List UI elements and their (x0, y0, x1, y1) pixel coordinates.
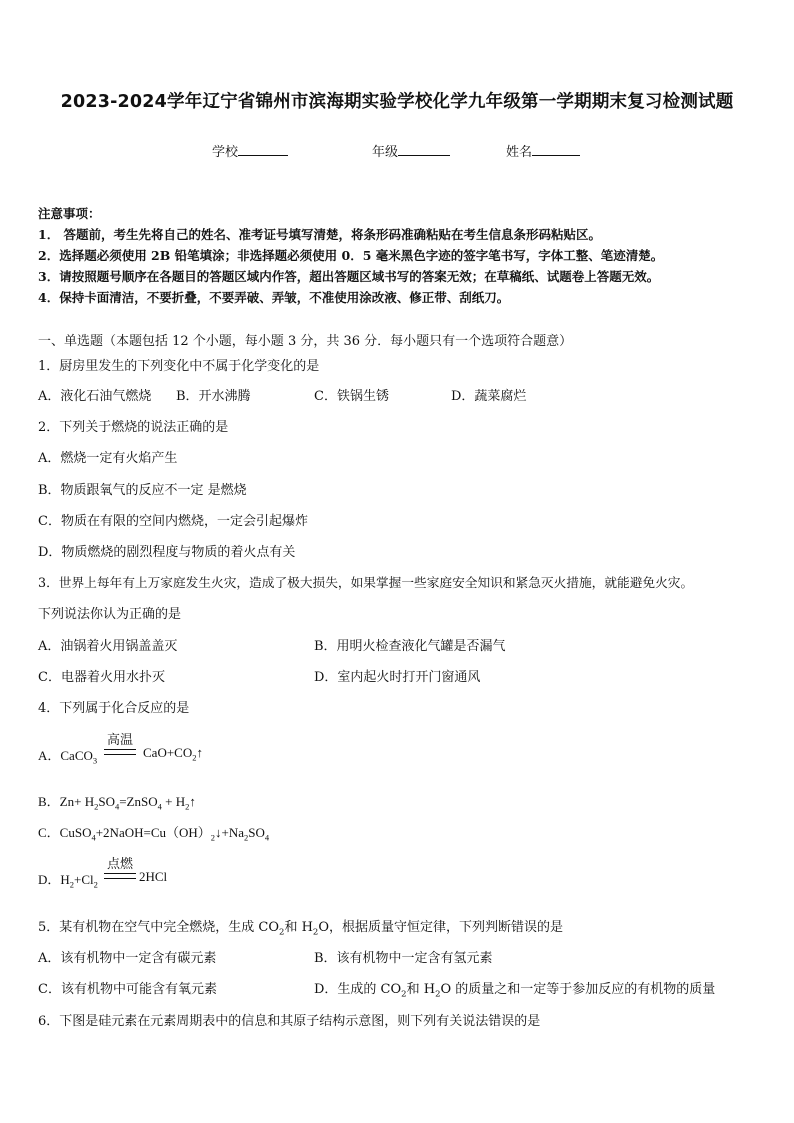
q6-stem: 6．下图是硅元素在元素周期表中的信息和其原子结构示意图，则下列有关说法错误的是 (38, 1014, 541, 1029)
q4-option-a-condition: 高温 (106, 733, 133, 748)
school-field[interactable] (212, 141, 288, 160)
q5-option-a: A．该有机物中一定含有碳元素 (38, 951, 217, 966)
q3-option-d: D．室内起火时打开门窗通风 (314, 670, 481, 685)
q3-stem-line1: 3．世界上每年有上万家庭发生火灾，造成了极大损失，如果掌握一些家庭安全知识和紧急灭火措施，就能避免火灾。 (38, 575, 694, 590)
q1-option-c: C．铁锅生锈 (314, 389, 389, 404)
q3-stem-line2: 下列说法你认为正确的是 (38, 607, 182, 622)
school-label: 学校 (212, 145, 239, 160)
notice-item-1: 1． 答题前，考生先将自己的姓名、准考证号填写清楚，将条形码准确粘贴在考生信息条形码粘贴区。 (38, 227, 602, 242)
notice-heading: 注意事项： (38, 206, 101, 221)
q2-option-a: A．燃烧一定有火焰产生 (38, 451, 178, 466)
q2-option-b: B．物质跟氧气的反应不一定 是燃烧 (38, 483, 247, 498)
q4-option-d-right: 2HCl (139, 869, 168, 884)
name-blank[interactable] (532, 143, 580, 156)
q2-option-c: C．物质在有限的空间内燃烧，一定会引起爆炸 (38, 514, 308, 529)
q2-stem: 2．下列关于燃烧的说法正确的是 (38, 420, 229, 435)
q4-option-d-condition: 点燃 (106, 857, 133, 872)
q3-option-c: C．电器着火用水扑灭 (38, 670, 165, 685)
q5-option-b: B．该有机物中一定含有氢元素 (314, 951, 493, 966)
q4-option-a-left: A．CaCO$_3$ (38, 748, 98, 766)
q1-option-b: B．开水沸腾 (176, 389, 251, 404)
name-field[interactable] (506, 141, 580, 160)
page-title: 2023-2024学年辽宁省锦州市滨海期实验学校化学九年级第一学期期末复习检测试题 (60, 92, 734, 112)
q4-option-c: C．$CuSO_4+2NaOH=Cu(OH)_2↓+Na_2SO_4$ (38, 825, 270, 843)
q2-option-d: D．物质燃烧的剧烈程度与物质的着火点有关 (38, 545, 296, 560)
q1-option-a: A．液化石油气燃烧 (38, 389, 152, 404)
school-blank[interactable] (238, 143, 288, 156)
name-label: 姓名 (506, 145, 533, 160)
q1-stem: 1．厨房里发生的下列变化中不属于化学变化的是 (38, 359, 320, 374)
q5-option-d: D．生成的 $CO_2$和 $H_2O$ 的质量之和一定等于参加反应的有机物的质量 (314, 982, 716, 1000)
notice-item-4: 4．保持卡面清洁，不要折叠，不要弄破、弄皱，不准使用涂改液、修正带、刮纸刀。 (38, 290, 510, 305)
grade-label: 年级 (372, 145, 399, 160)
section-heading: 一、单选题（本题包括 12 个小题，每小题 3 分，共 36 分．每小题只有一个选项符合题意） (38, 334, 573, 349)
q3-option-a: A．油锅着火用锅盖盖灭 (38, 639, 178, 654)
q4-option-a-right: $CaO+CO_2↑$ (143, 745, 203, 763)
notice-item-2: 2．选择题必须使用 2B 铅笔填涂；非选择题必须使用 0．5 毫米黑色字迹的签字笔书写，字体工整、笔迹清楚。 (38, 248, 664, 263)
q5-stem: 5．某有机物在空气中完全燃烧，生成 $CO_2$和 $H_2O$，根据质量守恒定律，下列判断错误的是 (38, 920, 564, 938)
q4-stem: 4．下列属于化合反应的是 (38, 701, 190, 716)
q5-option-c: C．该有机物中可能含有氧元素 (38, 982, 217, 997)
q1-option-d: D．蔬菜腐烂 (451, 389, 527, 404)
grade-blank[interactable] (398, 143, 450, 156)
q3-option-b: B．用明火检查液化气罐是否漏气 (314, 639, 506, 654)
q4-option-a-equals (104, 749, 136, 755)
q4-option-d-equals (104, 873, 136, 879)
q4-option-b: B．$Zn+ H_2SO_4=ZnSO_4$ + $H_2↑$ (38, 794, 196, 812)
q4-option-d-left: D．$H_2+Cl_2$ (38, 872, 98, 890)
notice-item-3: 3．请按照题号顺序在各题目的答题区域内作答，超出答题区域书写的答案无效；在草稿纸、试题卷上答题无效。 (38, 269, 660, 284)
grade-field[interactable] (372, 141, 450, 160)
